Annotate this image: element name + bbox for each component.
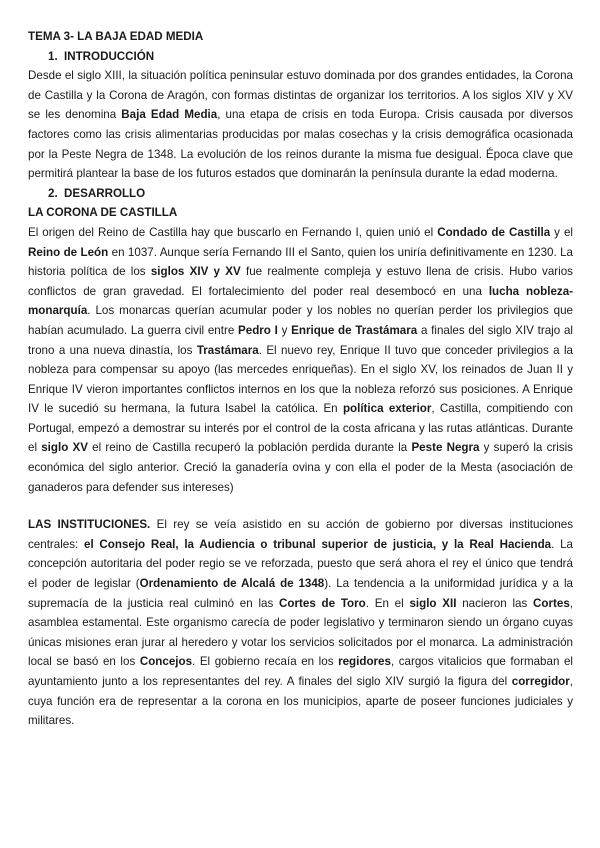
section-label: DESARROLLO [64, 186, 146, 200]
bold-text-run: Concejos [139, 655, 193, 669]
text-run: , asamblea estamental. Este organismo carecía de poder legislativo y terminaron siendo un órgano cuyas únicas misiones eran jurar al heredero y votar los servicios solicitados por el monarca. La administración local se basó en los [28, 596, 574, 669]
instituciones-paragraph [28, 515, 573, 731]
text-run: y el [550, 225, 573, 239]
paragraph-gap [28, 497, 573, 515]
section-number: 1. [48, 49, 58, 63]
bold-text-run: lucha nobleza-monarquía [28, 284, 574, 318]
text-run: a finales del siglo XIV trajo al trono a una nueva dinastía, los [28, 323, 573, 357]
intro-paragraph [28, 66, 573, 184]
bold-text-run: el Consejo Real, la Audiencia o tribunal superior de justicia, y la Real Hacienda [84, 537, 552, 551]
text-run: , Castilla, compitiendo con Portugal, empezó a demostrar su interés por el control de la costa africana y las rutas atlánticas. Durante el [28, 402, 573, 455]
document-title: TEMA 3- LA BAJA EDAD MEDIA [28, 30, 204, 43]
section-heading-introduccion [28, 47, 573, 67]
text-run: ). La tendencia a la uniformidad jurídica y a la supremacía de la justicia real culminó en las [28, 577, 573, 610]
bold-text-run: Cortes de Toro [279, 596, 366, 610]
bold-text-run: política exterior [342, 402, 432, 416]
bold-text-run: siglos XIV y XV [150, 265, 241, 279]
text-run: nacieron las [456, 596, 534, 610]
section-heading-desarrollo [28, 184, 573, 204]
text-run: . En el [365, 596, 410, 610]
text-run: Desde el siglo XIII, la situación política peninsular estuvo dominada por dos grandes entidades, la Corona de Castilla y la Corona de Aragón, con formas distintas de organizar los territorios. A los siglos XIV y XV se les denomina [28, 69, 573, 122]
text-run: y superó la crisis económica del siglo anterior. Creció la ganadería ovina y con ella el poder de la Mesta (asociación de ganaderos para defender sus intereses) [28, 441, 573, 494]
text-run: en 1037. Aunque sería Fernando III el Santo, quien los uniría definitivamente en 1230. La historia política de los [28, 245, 573, 279]
bold-text-run: siglo XII [409, 596, 457, 610]
section-number: 2. [48, 186, 58, 200]
castilla-paragraph [28, 223, 573, 497]
text-run: El rey se veía asistido en su acción de gobierno por diversas instituciones centrales: [28, 518, 573, 551]
subheading-corona-castilla: LA CORONA DE CASTILLA [28, 206, 178, 220]
text-run: fue realmente compleja y estuvo llena de crisis. Hubo varios conflictos de gran gravedad. El fortalecimiento del poder real desembocó en una [28, 265, 573, 298]
text-run: el reino de Castilla recuperó la población perdida durante la [87, 441, 412, 455]
document-page [28, 27, 573, 731]
text-run: . Los monarcas querían acumular poder y los nobles no querían perder los privilegios que habían acumulado. La guerra civil entre [28, 304, 573, 337]
bold-text-run: regidores [338, 655, 391, 669]
bold-text-run: corregidor [511, 675, 570, 688]
bold-text-run: Condado de Castilla [437, 225, 551, 239]
bold-text-run: Peste Negra [411, 441, 480, 455]
text-run: El origen del Reino de Castilla hay que buscarlo en Fernando I, quien unió el [28, 225, 438, 239]
text-run: . La concepción autoritaria del poder regio se ve reforzada, puesto que será ahora el rey el único que tendrá el poder de legislar ( [28, 537, 573, 591]
bold-text-run: Ordenamiento de Alcalá de 1348 [139, 577, 325, 591]
bold-text-run: siglo XV [41, 441, 88, 455]
text-run: . El nuevo rey, Enrique II tuvo que conceder privilegios a la nobleza para compensar su apoyo (las mercedes enriqueñas). En el siglo XV, los reinados de Juan II y Enrique IV vieron importantes conflictos internos en los que la nobleza reforzó sus posiciones. A Enrique IV le sucedió su hermana, la futura Isabel la católica. En [28, 343, 573, 416]
text-run: . El gobierno recaía en los [192, 655, 339, 669]
section-label: INTRODUCCIÓN [64, 49, 155, 63]
text-run: , una etapa de crisis en toda Europa. Crisis causada por diversos factores como las crisis alimentarias producidas por malas cosechas y la crisis demográfica ocasionada por la Peste Negra de 1348. La evolución de los reinos durante la misma fue desigual. Época clave que permitirá plantear la base de los futuros estados que dominarán la península durante la edad moderna. [28, 108, 573, 181]
bold-text-run: LAS INSTITUCIONES. [28, 518, 151, 532]
text-run: y [277, 323, 292, 337]
bold-text-run: Baja Edad Media [121, 108, 218, 122]
bold-text-run: Reino de León [28, 245, 109, 259]
bold-text-run: Enrique de Trastámara [291, 323, 418, 337]
text-run: , cuya función era de representar a la corona en los municipios, aparte de poseer funciones judiciales y militares. [28, 675, 573, 728]
bold-text-run: Pedro I [238, 323, 278, 337]
bold-text-run: Cortes [533, 596, 570, 610]
bold-text-run: Trastámara [196, 343, 259, 357]
text-run: , cargos vitalicios que formaban el ayuntamiento junto a los representantes del rey. A finales del siglo XIV surgió la figura del [28, 655, 573, 688]
